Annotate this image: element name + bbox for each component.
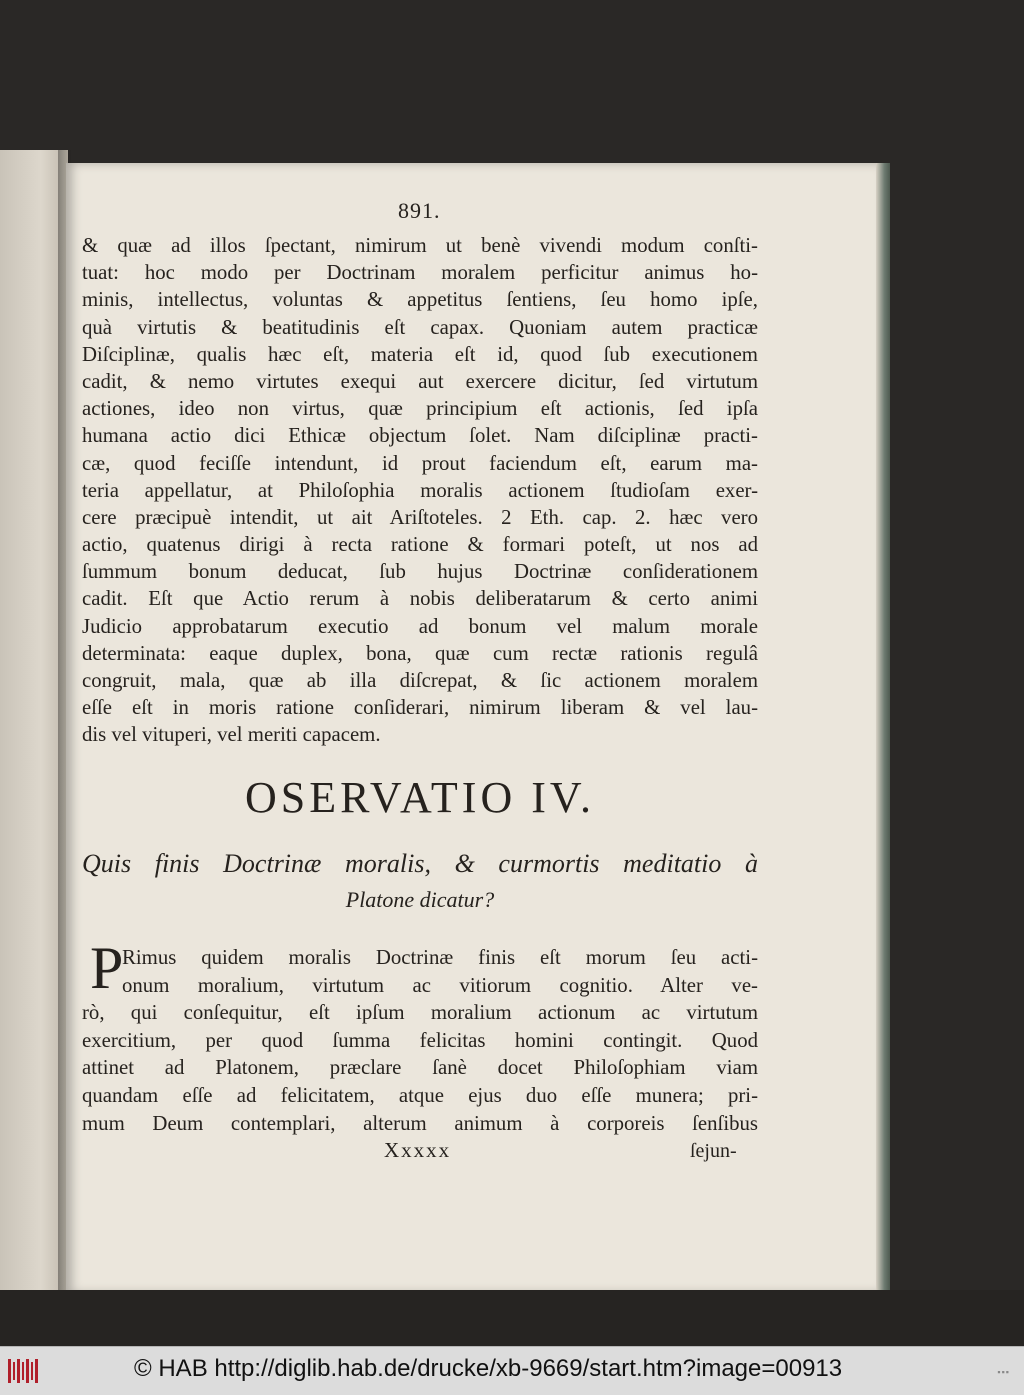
body-paragraph bbox=[82, 232, 758, 749]
text-line: congruit, mala, quæ ab illa diſcrepat, & ſic actionem moralem bbox=[82, 669, 758, 692]
scan-background bbox=[0, 1290, 1024, 1346]
subheading-line-2: Platone dicatur? bbox=[345, 887, 495, 912]
subheading-line-1: Quis finis Doctrinæ moralis, & curmortis meditatio à bbox=[82, 849, 758, 878]
second-paragraph bbox=[82, 944, 758, 1137]
text-line: cadit, & nemo virtutes exequi aut exercere dicitur, ſed virtutum bbox=[82, 369, 758, 393]
text-line: cadit. Eſt que Actio rerum à nobis deliberatarum & certo animi bbox=[82, 587, 758, 611]
text-line: actio, quatenus dirigi à recta ratione & formari poteſt, ut nos ad bbox=[82, 533, 758, 557]
text-line: exercitium, per quod ſumma felicitas homini contingit. Quod bbox=[82, 1028, 758, 1052]
text-line: cere præcipuè intendit, ut ait Ariſtoteles. 2 Eth. cap. 2. hæc vero bbox=[82, 505, 758, 529]
text-line: tuat: hoc modo per Doctrinam moralem perficitur animus ho- bbox=[82, 261, 758, 285]
copyright-text: © HAB bbox=[134, 1355, 208, 1382]
text-line: & quæ ad illos ſpectant, nimirum ut benè vivendi modum conſti- bbox=[82, 234, 758, 257]
section-heading: OSERVATIO IV. bbox=[244, 773, 595, 822]
text-line: Rimus quidem moralis Doctrinæ finis eſt morum ſeu acti- bbox=[122, 946, 758, 969]
text-line: Judicio approbatarum executio ad bonum vel malum morale bbox=[82, 614, 758, 638]
page-number: 891. bbox=[398, 198, 441, 223]
text-line: teria appellatur, at Philoſophia moralis actionem ſtudioſam exer- bbox=[82, 478, 758, 502]
catchword: ſejun- bbox=[690, 1140, 737, 1162]
text-line: eſſe eſt in moris ratione conſiderari, nimirum liberam & vel lau- bbox=[82, 696, 758, 720]
text-line: dis vel vituperi, vel meriti capacem. bbox=[82, 723, 381, 747]
hab-logo-icon bbox=[8, 1357, 38, 1385]
footer-bar bbox=[0, 1346, 1024, 1395]
text-line: cæ, quod feciſſe intendunt, id prout faciendum eſt, earum ma- bbox=[82, 451, 758, 475]
text-line: Diſciplinæ, qualis hæc eſt, materia eſt id, quod ſub executionem bbox=[82, 342, 758, 366]
signature-mark: Xxxxx bbox=[384, 1138, 452, 1162]
footer-dots: ▪▪▪ bbox=[997, 1367, 1010, 1377]
text-line: quandam eſſe ad felicitatem, atque ejus duo eſſe munera; pri- bbox=[82, 1083, 758, 1107]
text-line: humana actio dici Ethicæ objectum ſolet. Nam diſciplinæ practi- bbox=[82, 424, 758, 448]
text-line: mum Deum contemplari, alterum animum à corporeis ſenſibus bbox=[82, 1111, 758, 1135]
text-line: quà virtutis & beatitudinis eſt capax. Quoniam autem practicæ bbox=[82, 315, 758, 339]
text-line: minis, intellectus, voluntas & appetitus ſentiens, ſeu homo ipſe, bbox=[82, 288, 758, 312]
text-line: determinata: eaque duplex, bona, quæ cum rectæ rationis regulâ bbox=[82, 641, 758, 665]
page-fore-edge bbox=[876, 163, 890, 1293]
drop-capital: P bbox=[90, 935, 124, 1001]
text-line: attinet ad Platonem, præclare ſanè docet Philoſophiam viam bbox=[82, 1056, 758, 1080]
text-line: onum moralium, virtutum ac vitiorum cognitio. Alter ve- bbox=[122, 973, 758, 997]
section-subheading bbox=[82, 846, 758, 918]
text-line: rò, qui conſequitur, eſt ipſum moralium actionum ac virtutum bbox=[82, 1001, 758, 1025]
source-url-link[interactable]: http://diglib.hab.de/drucke/xb-9669/start.htm?image=00913 bbox=[214, 1355, 843, 1382]
footer-credit bbox=[134, 1355, 842, 1383]
text-line: actiones, ideo non virtus, quæ principium eſt actionis, ſed ipſa bbox=[82, 397, 758, 421]
text-line: ſummum bonum deducat, ſub hujus Doctrinæ conſiderationem bbox=[82, 560, 758, 584]
